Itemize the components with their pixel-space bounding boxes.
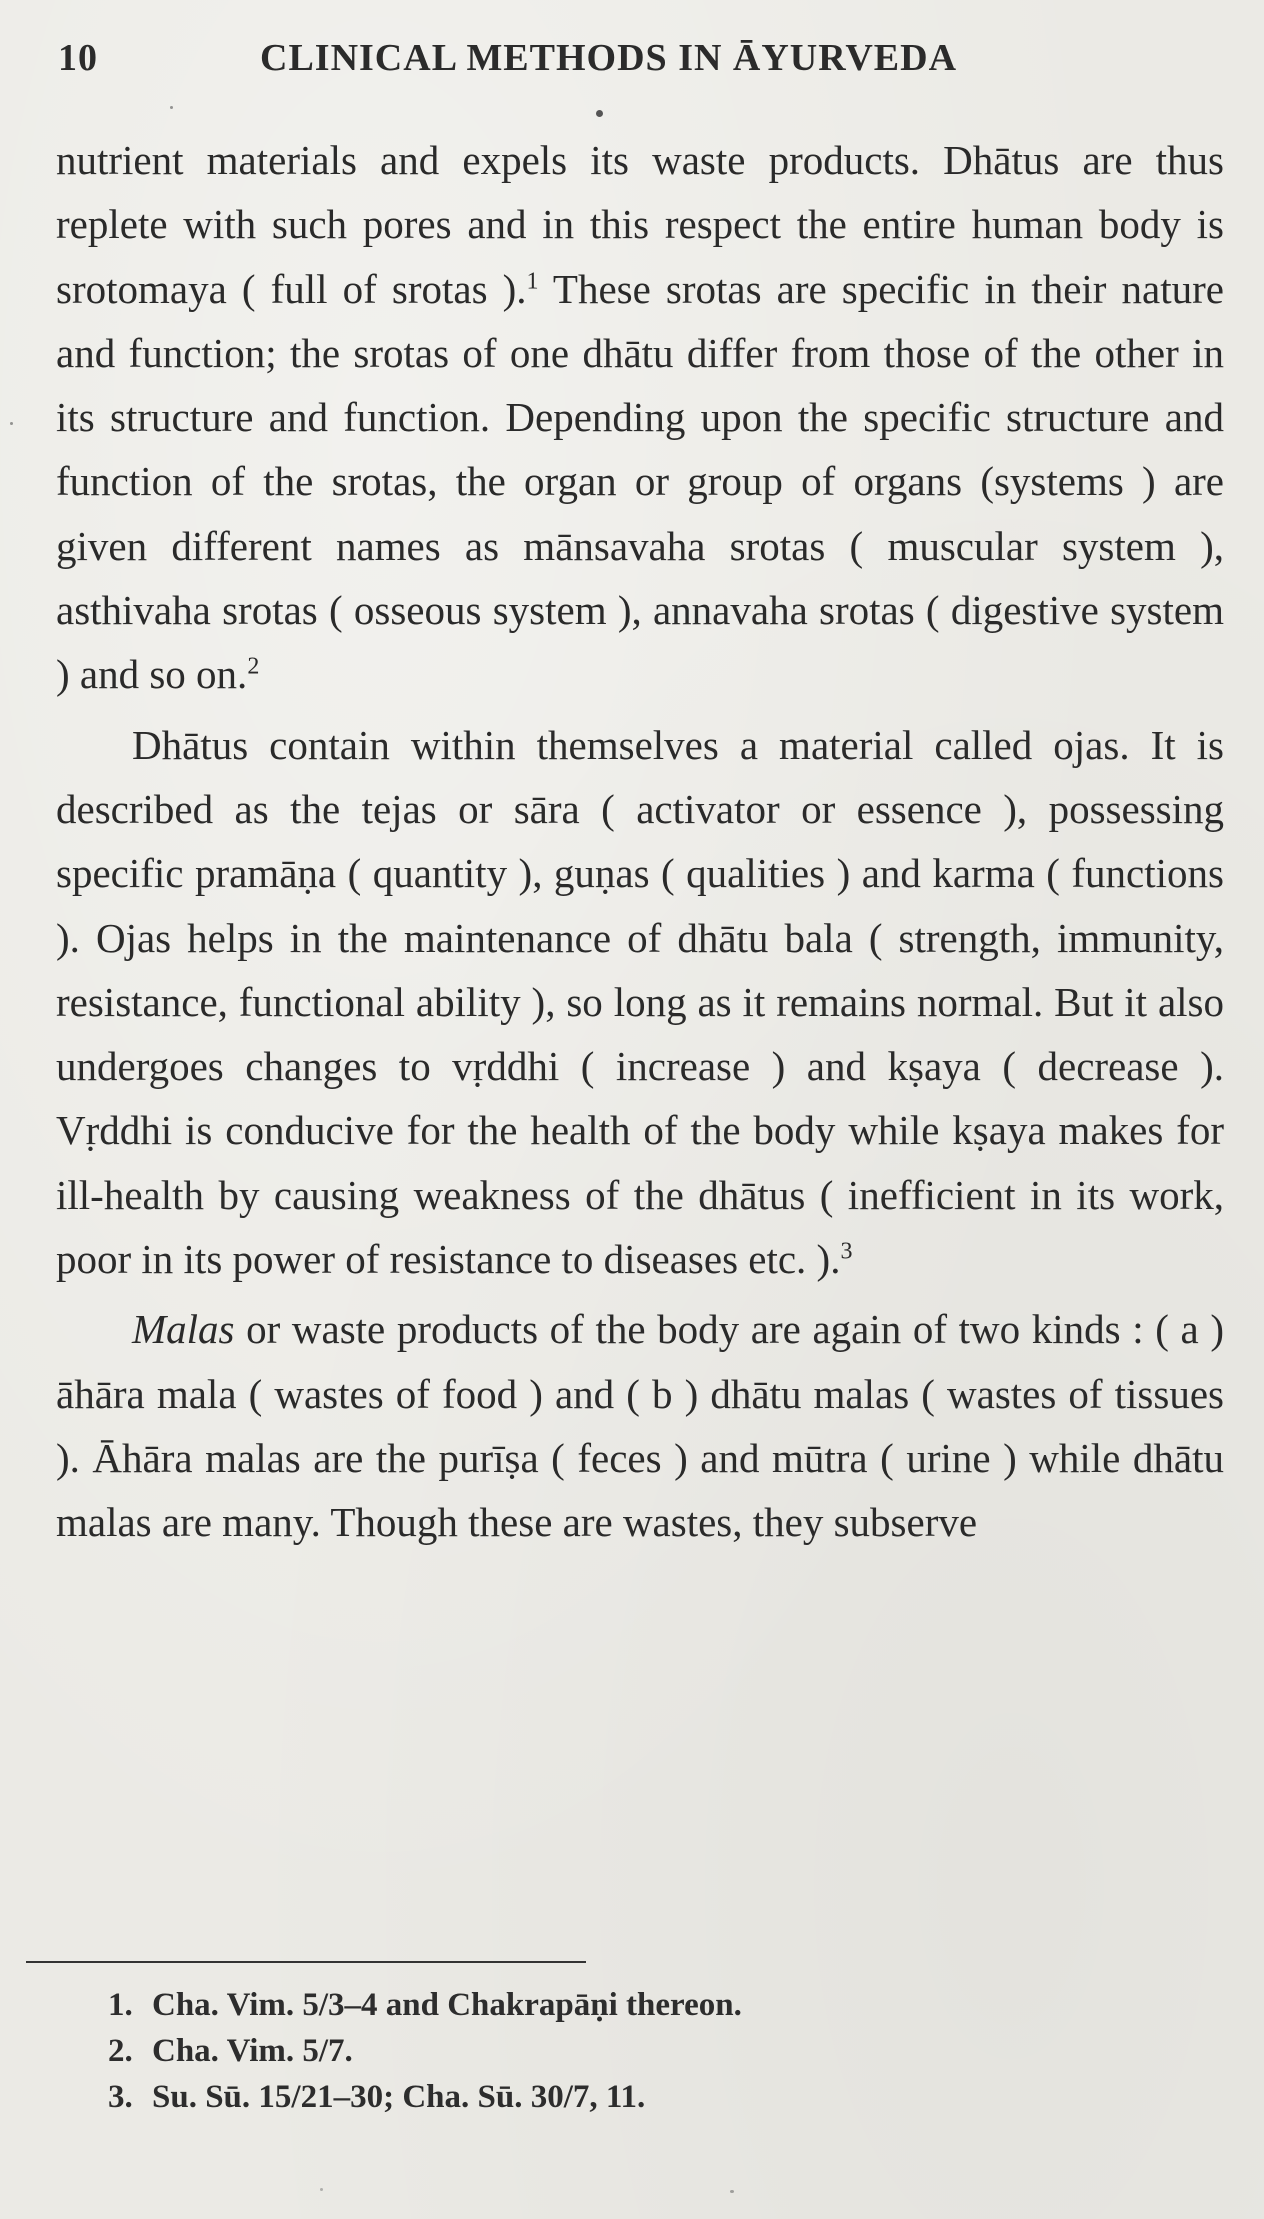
scan-speck bbox=[320, 2188, 323, 2191]
footnote-ref-1: 1 bbox=[526, 267, 539, 294]
scan-speck bbox=[10, 422, 13, 425]
scan-speck bbox=[596, 110, 603, 117]
footnote-3 bbox=[108, 2074, 1208, 2120]
page-number: 10 bbox=[58, 37, 98, 79]
page-header bbox=[58, 30, 1218, 90]
paragraph-1 bbox=[56, 128, 1224, 707]
paragraph-3-text: or waste products of the body are again of two kinds : ( a ) āhāra mala ( wastes of food ) and ( b ) dhātu malas ( wastes of tissues ). Āhāra malas are the purīṣa ( feces ) and mūtra ( urine ) while dhātu malas are many. Though these are wastes, they subserve bbox=[56, 1306, 1224, 1546]
body-text bbox=[56, 128, 1224, 1555]
footnotes bbox=[108, 1982, 1208, 2120]
footnote-number: 2. bbox=[108, 2033, 133, 2069]
footnote-2 bbox=[108, 2028, 1208, 2074]
footnote-number: 3. bbox=[108, 2079, 133, 2115]
footnote-1 bbox=[108, 1982, 1208, 2028]
footnote-ref-2: 2 bbox=[247, 653, 260, 680]
footnote-divider bbox=[26, 1961, 586, 1963]
paragraph-3-italic-term: Malas bbox=[132, 1306, 235, 1353]
scan-speck bbox=[170, 106, 173, 109]
footnote-number: 1. bbox=[108, 1987, 133, 2023]
paragraph-1-text: nutrient materials and expels its waste products. Dhātus are thus replete with such pores and in this respect the entire human body is srotomaya ( full of srotas ). bbox=[56, 137, 1224, 312]
footnote-ref-3: 3 bbox=[840, 1238, 853, 1265]
footnote-text: Cha. Vim. 5/3–4 and Chakrapāṇi thereon. bbox=[152, 1987, 742, 2023]
running-title: CLINICAL METHODS IN ĀYURVEDA bbox=[260, 37, 958, 79]
paragraph-2-text: Dhātus contain within themselves a material called ojas. It is described as the tejas or sāra ( activator or essence ), possessing specific pramāṇa ( quantity ), guṇas ( qualities ) and karma ( functions ). Ojas helps in the maintenance of dhātu bala ( strength, immunity, resistance, functional ability ), so long as it remains normal. But it also undergoes changes to vṛddhi ( increase ) and kṣaya ( decrease ). Vṛddhi is conducive for the health of the body while kṣaya makes for ill-health by causing weakness of the dhātus ( inefficient in its work, poor in its power of resistance to diseases etc. ). bbox=[56, 721, 1224, 1283]
paragraph-2 bbox=[56, 713, 1224, 1292]
footnote-text: Su. Sū. 15/21–30; Cha. Sū. 30/7, 11. bbox=[152, 2079, 646, 2115]
scan-speck bbox=[730, 2190, 734, 2193]
paragraph-1-text-cont: These srotas are specific in their nature and function; the srotas of one dhātu differ from those of the other in its structure and function. Depending upon the specific structure and function of the srotas, the organ or group of organs (systems ) are given different names as mānsavaha srotas ( muscular system ), asthivaha srotas ( osseous system ), annavaha srotas ( digestive system ) and so on. bbox=[56, 265, 1224, 698]
footnote-text: Cha. Vim. 5/7. bbox=[152, 2033, 353, 2069]
paragraph-3 bbox=[56, 1297, 1224, 1554]
